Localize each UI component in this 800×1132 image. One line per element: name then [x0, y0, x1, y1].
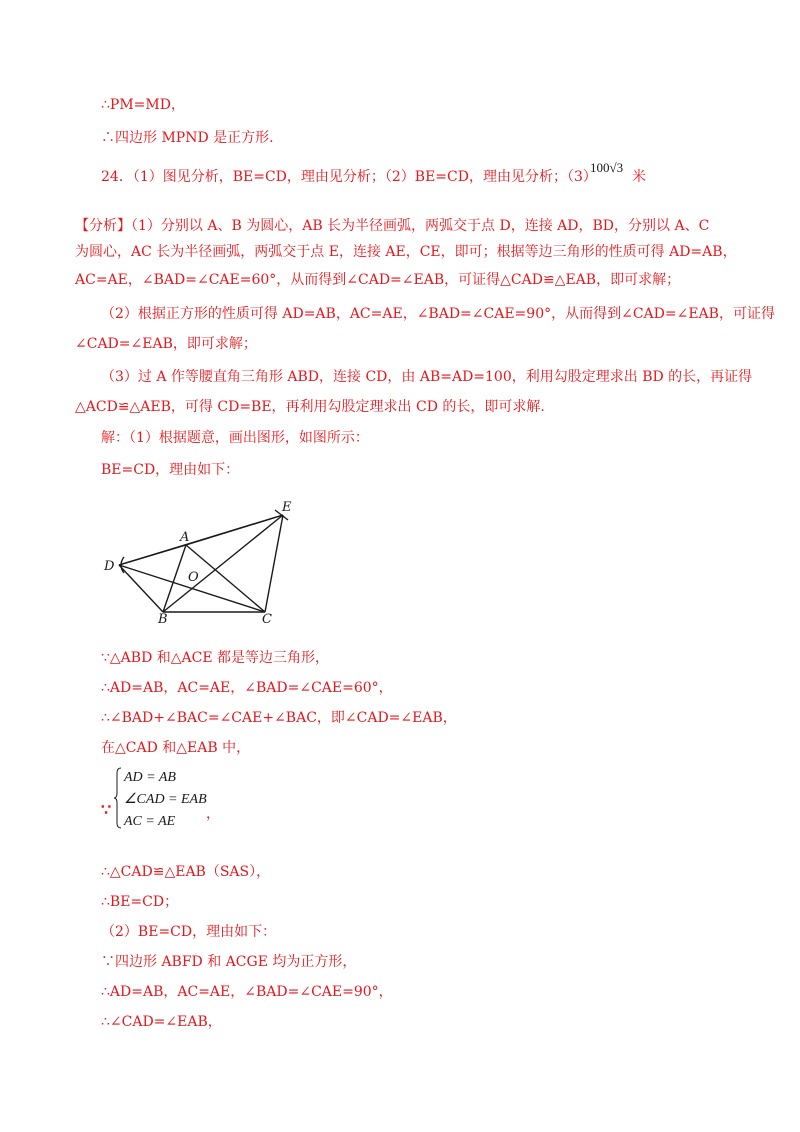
proof-line: （2）BE=CD，理由如下： [101, 924, 277, 940]
proof-line: ∴∠CAD=∠EAB， [101, 1014, 222, 1030]
analysis-line: （2）根据正方形的性质可得 AD=AB，AC=AE，∠BAD=∠CAE=90°，从而得到∠CAD=∠EAB，可证得 [101, 306, 775, 322]
sqrt-expression: 100√3 [590, 160, 624, 175]
answer-24-unit: 米 [632, 169, 646, 185]
solution-line: BE=CD，理由如下： [101, 462, 240, 478]
label-B: B [158, 612, 168, 625]
proof-line: ∵四边形 ABFD 和 ACGE 均为正方形， [101, 954, 357, 970]
analysis-line: △ACD≌△AEB，可得 CD=BE，再利用勾股定理求出 CD 的长，即可求解. [75, 399, 545, 415]
proof-line: ∵△ABD 和△ACE 都是等边三角形， [101, 650, 330, 666]
analysis-line: 【分析】（1）分别以 A、B 为圆心，AB 长为半径画弧，两弧交于点 D，连接 AD，BD，分别以 A、C [75, 218, 710, 234]
equation-1: AD = AB [124, 770, 176, 785]
proof-line: ∴BE=CD； [101, 894, 179, 910]
system-comma: ， [206, 806, 220, 822]
because-symbol: ∵ [101, 800, 112, 819]
analysis-line: ∠CAD=∠EAB，即可求解； [75, 336, 257, 352]
text-line: ∴四边形 MPND 是正方形. [101, 130, 274, 146]
segment-AE [186, 515, 283, 545]
label-O: O [188, 570, 199, 585]
geometry-figure [100, 495, 310, 625]
solution-line: 解：（1）根据题意，画出图形，如图所示： [101, 430, 369, 446]
label-D: D [104, 559, 115, 574]
proof-line: 在△CAD 和△EAB 中， [101, 740, 251, 756]
text-line: ∴PM=MD， [101, 97, 185, 113]
answer-24 [101, 167, 597, 187]
proof-line: ∴△CAD≌△EAB（SAS）， [101, 864, 271, 880]
analysis-line: 为圆心，AC 长为半径画弧，两弧交于点 E，连接 AE，CE，即可；根据等边三角形的性质可得 AD=AB， [75, 244, 737, 260]
answer-24-text: 24．（1）图见分析，BE=CD，理由见分析；（2）BE=CD，理由见分析；（3） [101, 169, 597, 185]
equation-2: ∠CAD = EAB [124, 792, 207, 807]
label-C: C [262, 612, 272, 625]
proof-line: ∴AD=AB，AC=AE，∠BAD=∠CAE=90°， [101, 984, 393, 1000]
answer-24-sqrt [590, 158, 623, 178]
equation-system [118, 767, 207, 833]
segment-CE [265, 515, 283, 612]
proof-line: ∴AD=AB，AC=AE，∠BAD=∠CAE=60°， [101, 680, 393, 696]
analysis-line: AC=AE，∠BAD=∠CAE=60°，从而得到∠CAD=∠EAB，可证得△CAD≌△EAB，即可求解； [75, 272, 681, 288]
label-A: A [180, 530, 190, 545]
analysis-line: （3）过 A 作等腰直角三角形 ABD，连接 CD，由 AB=AD=100，利用勾股定理求出 BD 的长，再证得 [101, 369, 753, 385]
proof-line: ∴∠BAD+∠BAC=∠CAE+∠BAC，即∠CAD=∠EAB， [101, 710, 457, 726]
equation-3: AC = AE [124, 814, 176, 829]
label-E: E [282, 500, 292, 515]
